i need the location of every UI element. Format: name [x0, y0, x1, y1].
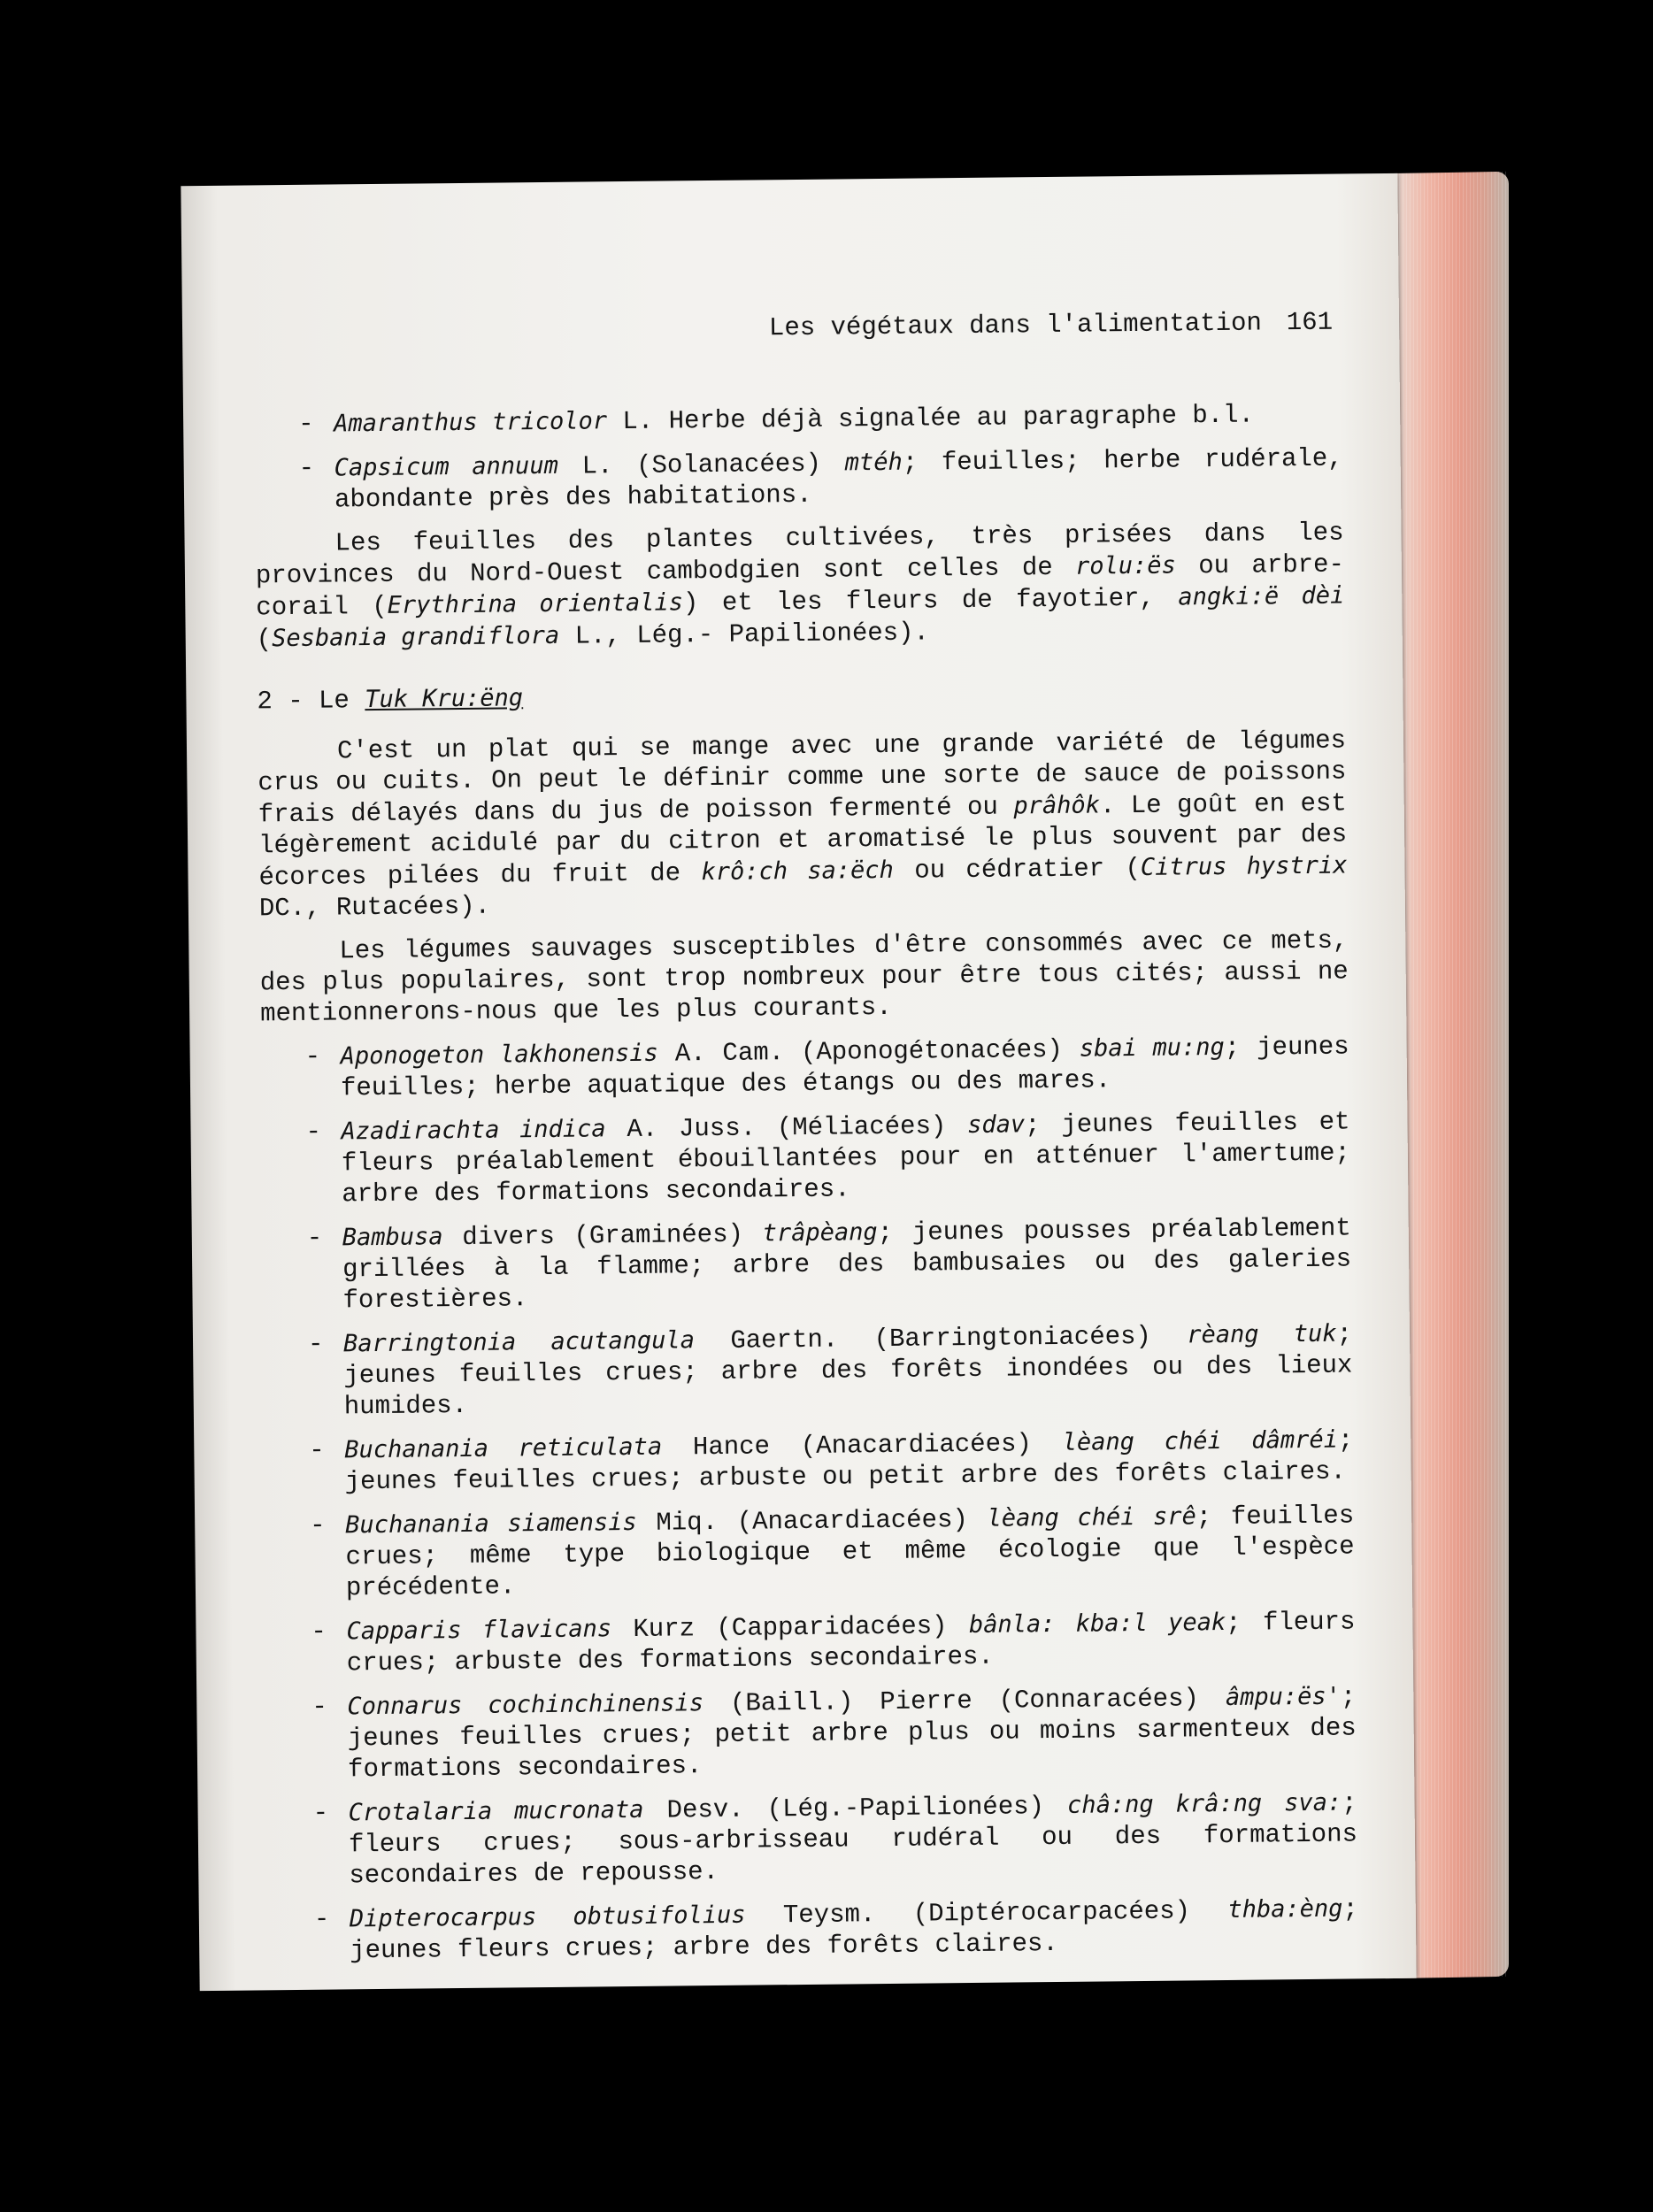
page-number: 161 — [1286, 307, 1334, 338]
list-item: - Crotalaria mucronata Desv. (Lég.-Papilionées) châ:ng krâ:ng sva:; fleurs crues; sous-arbrisseau rudéral ou des formations secondaires de repousse. — [312, 1788, 1358, 1891]
list-item: - Buchanania reticulata Hance (Anacardiacées) lèang chéi dâmréi; jeunes feuilles crues; arbuste ou petit arbre des forêts claires. — [309, 1425, 1354, 1497]
list-item: - Barringtonia acutangula Gaertn. (Barringtoniacées) rèang tuk; jeunes feuilles crues; arbre des forêts inondées ou des lieux humides. — [307, 1319, 1353, 1422]
paragraph: C'est un plat qui se mange avec une grande variété de légumes crus ou cuits. On peut le définir comme une sorte de sauce de poissons frais délayés dans du jus de poisson fermenté ou prâhôk. Le goût en est légèrement acidulé par du citron et aromatisé le plus souvent par des écorces pilées du fruit de krô:ch sa:ëch ou cédratier (Citrus hystrix DC., Rutacées). — [258, 726, 1348, 924]
book-page — [181, 173, 1416, 1991]
list-item: - Capsicum annuum L. (Solanacées) mtéh; feuilles; herbe rudérale, abondante près des habitations. — [298, 443, 1343, 515]
page-content — [253, 307, 1359, 1980]
paragraph: Les feuilles des plantes cultivées, très prisées dans les provinces du Nord-Ouest cambodgien sont celles de rolu:ës ou arbre-corail (Erythrina orientalis) et les fleurs de fayotier, angki:ë dèi (Sesbania grandiflora L., Lég.- Papilionées). — [255, 518, 1345, 655]
list-item: - Aponogeton lakhonensis A. Cam. (Aponogétonacées) sbai mu:ng; jeunes feuilles; herbe aquatique des étangs ou des mares. — [304, 1032, 1349, 1103]
list-item: - Connarus cochinchinensis (Baill.) Pierre (Connaracées) âmpu:ës'; jeunes feuilles crues; petit arbre plus ou moins sarmenteux des formations secondaires. — [311, 1682, 1357, 1785]
list-item: - Buchanania siamensis Miq. (Anacardiacées) lèang chéi srê; feuilles crues; même type biologique et même écologie que l'espèce précédente. — [310, 1501, 1355, 1603]
paragraph: Les légumes sauvages susceptibles d'être consommés avec ce mets, des plus populaires, sont trop nombreux pour être tous cités; aussi ne mentionnerons-nous que les plus courants. — [259, 926, 1349, 1029]
list-item: - Amaranthus tricolor L. Herbe déjà signalée au paragraphe b.l. — [298, 400, 1255, 439]
list-item: - Capparis flavicans Kurz (Capparidacées) bânla: kba:l yeak; fleurs crues; arbuste des formations secondaires. — [311, 1607, 1356, 1678]
list-item: - Bambusa divers (Graminées) trâpèang; jeunes pousses préalablement grillées à la flamme; arbre des bambusaies ou des galeries forestières. — [306, 1213, 1352, 1316]
list-item: - Azadirachta indica A. Juss. (Méliacées) sdav; jeunes feuilles et fleurs préalablement ébouillantées pour en atténuer l'amertume; arbre des formations secondaires. — [305, 1107, 1351, 1210]
header-title: Les végétaux dans l'alimentation — [768, 308, 1262, 343]
section-heading: 2 - Le Tuk Kru:ëng — [257, 684, 524, 717]
list-item: - Dipterocarpus obtusifolius Teysm. (Diptérocarpacées) thba:èng; jeunes fleurs crues; arbre des forêts claires. — [313, 1894, 1358, 1966]
running-header — [253, 307, 1342, 349]
